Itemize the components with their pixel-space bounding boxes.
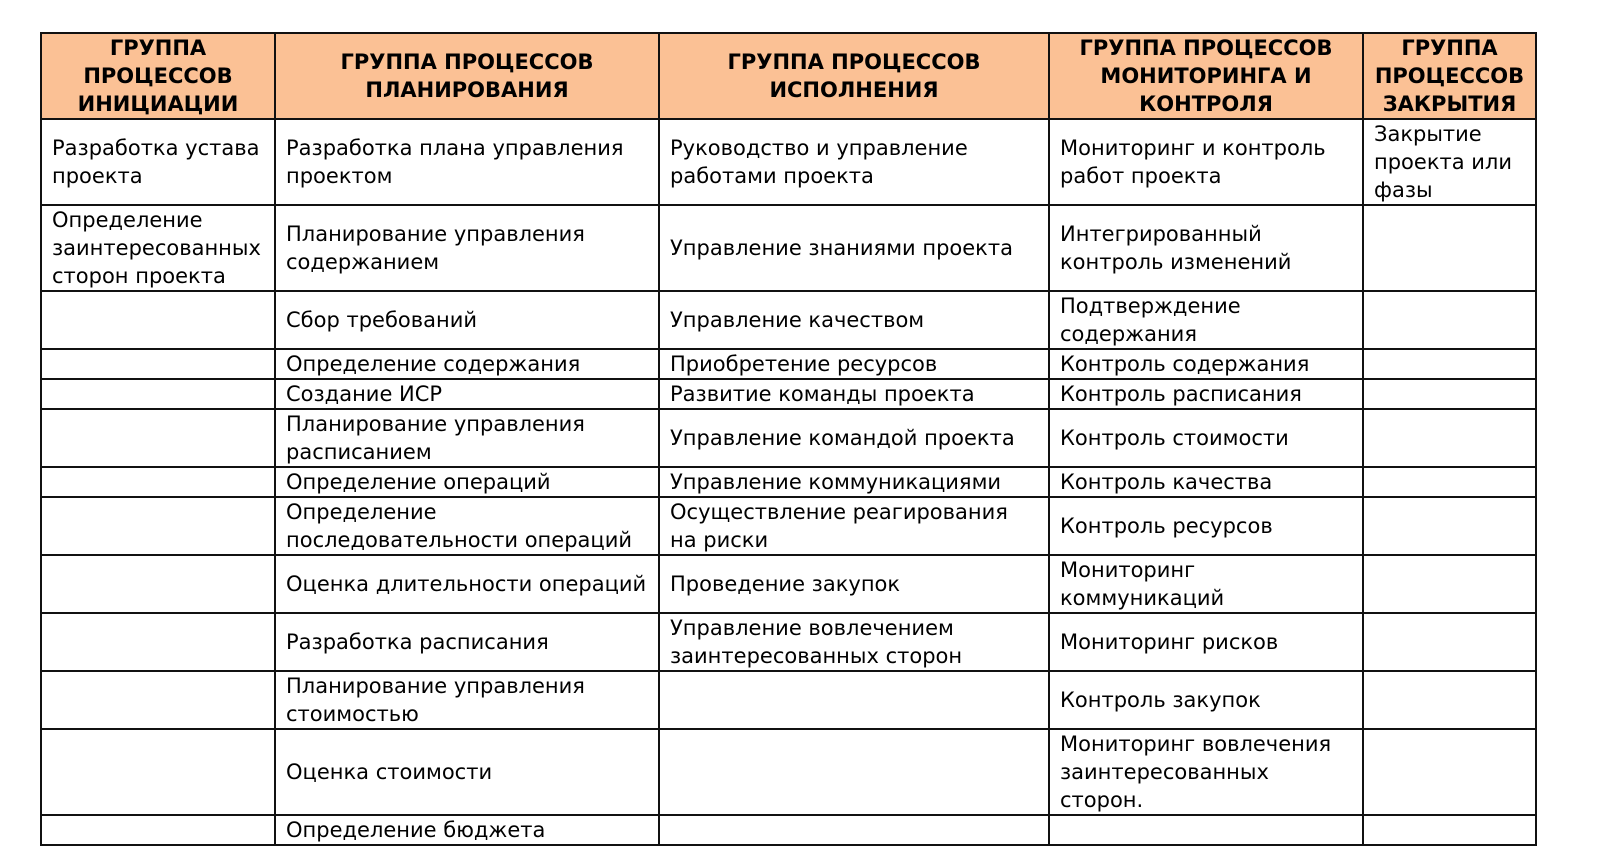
cell-executing — [659, 815, 1049, 845]
cell-planning — [275, 349, 659, 379]
cell-initiation — [41, 205, 275, 291]
cell-closing — [1363, 379, 1536, 409]
cell-monitoring — [1049, 291, 1363, 349]
cell-text: Определение бюджета — [286, 818, 546, 842]
cell-executing — [659, 379, 1049, 409]
cell-monitoring — [1049, 119, 1363, 205]
cell-closing — [1363, 613, 1536, 671]
cell-planning — [275, 409, 659, 467]
cell-closing — [1363, 671, 1536, 729]
cell-text: Управление качеством — [670, 308, 925, 332]
cell-text: Определение содержания — [286, 352, 581, 376]
cell-text: Разработка устава проекта — [52, 136, 260, 188]
cell-initiation — [41, 555, 275, 613]
cell-executing — [659, 613, 1049, 671]
cell-text: Мониторинг рисков — [1060, 630, 1279, 654]
cell-executing — [659, 119, 1049, 205]
cell-monitoring — [1049, 467, 1363, 497]
cell-initiation — [41, 613, 275, 671]
cell-text: Руководство и управление работами проекта — [670, 136, 968, 188]
cell-planning — [275, 291, 659, 349]
cell-text: Разработка плана управления проектом — [286, 136, 624, 188]
cell-text: Создание ИСР — [286, 382, 443, 406]
cell-planning — [275, 205, 659, 291]
table-row — [41, 119, 1536, 205]
cell-text: Проведение закупок — [670, 572, 901, 596]
header-planning: ГРУППА ПРОЦЕССОВ ПЛАНИРОВАНИЯ — [275, 33, 659, 119]
cell-closing — [1363, 729, 1536, 815]
table-row — [41, 409, 1536, 467]
table-row — [41, 467, 1536, 497]
cell-monitoring — [1049, 555, 1363, 613]
cell-text: Оценка длительности операций — [286, 572, 647, 596]
cell-initiation — [41, 729, 275, 815]
table-row — [41, 349, 1536, 379]
cell-initiation — [41, 349, 275, 379]
cell-initiation — [41, 291, 275, 349]
table-row — [41, 291, 1536, 349]
table-row — [41, 729, 1536, 815]
cell-text: Контроль качества — [1060, 470, 1273, 494]
table-row — [41, 497, 1536, 555]
cell-monitoring — [1049, 671, 1363, 729]
cell-text: Определение заинтересованных сторон проекта — [52, 208, 261, 288]
header-row — [41, 33, 1536, 119]
cell-executing — [659, 671, 1049, 729]
cell-planning — [275, 555, 659, 613]
table-row — [41, 555, 1536, 613]
cell-text: Контроль расписания — [1060, 382, 1302, 406]
cell-closing — [1363, 205, 1536, 291]
cell-closing — [1363, 467, 1536, 497]
cell-text: Интегрированный контроль изменений — [1060, 222, 1292, 274]
cell-text: Подтверждение содержания — [1060, 294, 1241, 346]
cell-closing — [1363, 119, 1536, 205]
cell-closing — [1363, 349, 1536, 379]
cell-closing — [1363, 555, 1536, 613]
cell-planning — [275, 379, 659, 409]
cell-planning — [275, 815, 659, 845]
cell-closing — [1363, 291, 1536, 349]
table-row — [41, 815, 1536, 845]
table-body — [41, 119, 1536, 845]
cell-executing — [659, 497, 1049, 555]
cell-text: Планирование управления расписанием — [286, 412, 585, 464]
cell-text: Управление вовлечением заинтересованных сторон — [670, 616, 963, 668]
cell-initiation — [41, 815, 275, 845]
cell-executing — [659, 291, 1049, 349]
cell-executing — [659, 349, 1049, 379]
cell-initiation — [41, 409, 275, 467]
header-closing: ГРУППА ПРОЦЕССОВ ЗАКРЫТИЯ — [1363, 33, 1536, 119]
cell-executing — [659, 409, 1049, 467]
cell-text: Планирование управления стоимостью — [286, 674, 585, 726]
cell-initiation — [41, 379, 275, 409]
cell-executing — [659, 205, 1049, 291]
cell-text: Планирование управления содержанием — [286, 222, 585, 274]
cell-text: Управление командой проекта — [670, 426, 1015, 450]
cell-text: Развитие команды проекта — [670, 382, 975, 406]
cell-planning — [275, 729, 659, 815]
process-groups-table — [40, 32, 1537, 846]
cell-text: Определение операций — [286, 470, 551, 494]
table-row — [41, 671, 1536, 729]
cell-monitoring — [1049, 205, 1363, 291]
cell-text: Оценка стоимости — [286, 760, 493, 784]
cell-text: Контроль стоимости — [1060, 426, 1289, 450]
cell-closing — [1363, 815, 1536, 845]
cell-text: Контроль содержания — [1060, 352, 1310, 376]
cell-monitoring — [1049, 409, 1363, 467]
cell-text: Приобретение ресурсов — [670, 352, 938, 376]
cell-text: Управление коммуникациями — [670, 470, 1002, 494]
cell-text: Мониторинг вовлечения заинтересованных сторон. — [1060, 732, 1332, 812]
cell-text: Закрытие проекта или фазы — [1374, 122, 1513, 202]
header-executing: ГРУППА ПРОЦЕССОВ ИСПОЛНЕНИЯ — [659, 33, 1049, 119]
cell-text: Мониторинг коммуникаций — [1060, 558, 1225, 610]
table-row — [41, 205, 1536, 291]
cell-text: Осуществление реагирования на риски — [670, 500, 1008, 552]
header-initiation: ГРУППА ПРОЦЕССОВ ИНИЦИАЦИИ — [41, 33, 275, 119]
cell-text: Разработка расписания — [286, 630, 549, 654]
cell-monitoring — [1049, 379, 1363, 409]
cell-executing — [659, 467, 1049, 497]
cell-initiation — [41, 119, 275, 205]
cell-text: Управление знаниями проекта — [670, 236, 1013, 260]
cell-monitoring — [1049, 349, 1363, 379]
table-row — [41, 379, 1536, 409]
table-row — [41, 613, 1536, 671]
header-monitoring: ГРУППА ПРОЦЕССОВ МОНИТОРИНГА И КОНТРОЛЯ — [1049, 33, 1363, 119]
cell-planning — [275, 119, 659, 205]
cell-planning — [275, 467, 659, 497]
cell-planning — [275, 497, 659, 555]
cell-text: Мониторинг и контроль работ проекта — [1060, 136, 1326, 188]
cell-monitoring — [1049, 613, 1363, 671]
cell-monitoring — [1049, 497, 1363, 555]
cell-executing — [659, 555, 1049, 613]
cell-planning — [275, 671, 659, 729]
cell-text: Контроль закупок — [1060, 688, 1261, 712]
cell-initiation — [41, 671, 275, 729]
cell-closing — [1363, 497, 1536, 555]
cell-monitoring — [1049, 729, 1363, 815]
cell-text: Контроль ресурсов — [1060, 514, 1273, 538]
cell-planning — [275, 613, 659, 671]
cell-closing — [1363, 409, 1536, 467]
cell-text: Сбор требований — [286, 308, 478, 332]
cell-text: Определение последовательности операций — [286, 500, 632, 552]
cell-initiation — [41, 467, 275, 497]
cell-monitoring — [1049, 815, 1363, 845]
cell-initiation — [41, 497, 275, 555]
cell-executing — [659, 729, 1049, 815]
